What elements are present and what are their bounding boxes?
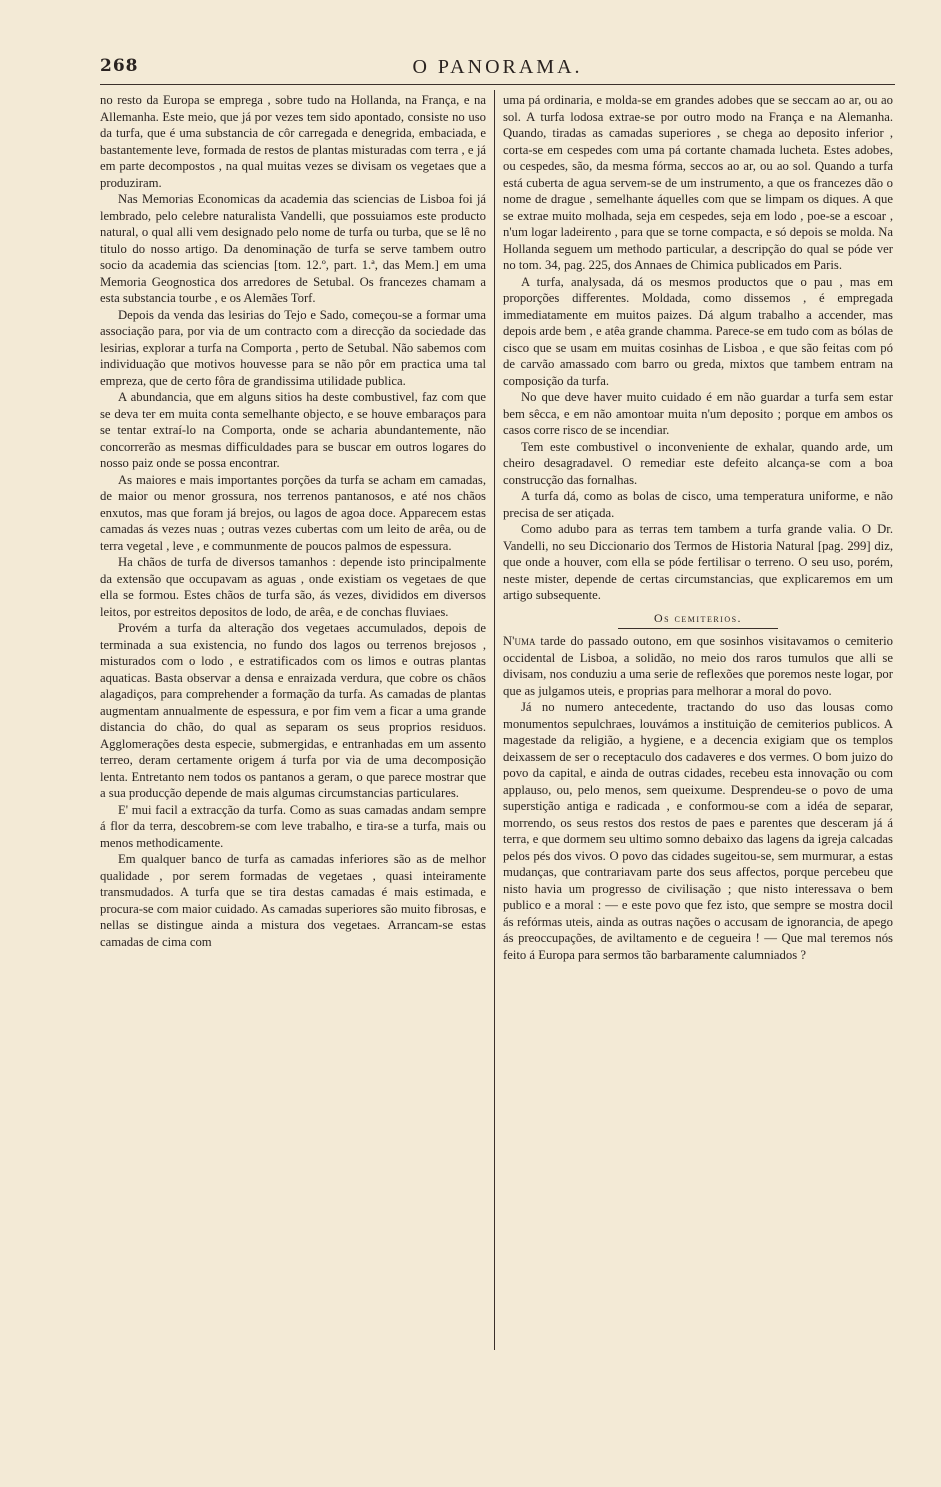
section-rule bbox=[618, 628, 778, 629]
right-column bbox=[503, 92, 893, 963]
paragraph: Provém a turfa da alteração dos vegetaes accumulados, depois de terminada a sua existencia, no fundo dos lagos ou terrenos brejosos , misturados com o lodo , e estratificados com os limos e outras plantas aquaticas. Basta observar a densa e enraizada verdura, que cobre os chãos alagadiços, para comprehender a formação da turfa. As camadas de plantas augmentam annualmente de espessura, e por fim vem a ficar a uma grande distancia do chão, do qual as separam os seus proprios residuos. Agglomerações desta especie, submergidas, e entranhadas em um assento terreo, deram certamente origem á turfa por via de uma decomposição lenta. Entretanto nem todos os pantanos a geram, o que parece mostrar que a sua producção depende de mais algumas circumstancias particulares. bbox=[100, 621, 486, 800]
paragraph: Depois da venda das lesirias do Tejo e Sado, começou-se a formar uma associação para, por via de um contracto com a direcção da sociedade das lesirias, explorar a turfa na Comporta , perto de Setubal. Não sabemos com individuação que motivos houvesse para se não pôr em practica uma tal empreza, que de certo fôra de grandissima utilidade publica. bbox=[100, 307, 486, 388]
paragraph: Tem este combustivel o inconveniente de exhalar, quando arde, um cheiro desagradavel. O remediar este defeito alcança-se com a boa construcção das fornalhas. bbox=[503, 439, 893, 487]
paragraph: No que deve haver muito cuidado é em não guardar a turfa sem estar bem sêcca, e em não amontoar muita n'um deposito ; porque em ambos os casos corre risco de se incendiar. bbox=[503, 390, 893, 437]
paragraph: Já no numero antecedente, tractando do uso das lousas como monumentos sepulchraes, louvámos a instituição de cemiterios publicos. A magestade da religião, a hygiene, e a decencia exigiam que os templos deixassem de ser o receptaculo dos cadaveres e dos vermes. O bom juizo do povo da capital, e ainda de outras cidades, recebeu esta innovação ou com applauso, ou, pelo menos, sem queixume. Desprendeu-se o povo de uma superstição antiga e radicada , e conformou-se com a idéa de separar, morrendo, os seus restos dos restos de paes e parentes que desceram já á terra, e que dormem seu ultimo somno debaixo das lagens da igreja calcadas pelos pés dos vivos. O povo das cidades sugeitou-se, sem murmurar, a estas mudanças, que contrariavam parte dos seus affectos, porque percebeu que nisto havia um progresso de civilisação ; que nisto interessava o bem publico e a moral : — e este povo que fez isto, que sempre se mostra docil ás refórmas uteis, ainda as outras nações o accusam de ignorancia, de apego ás preoccupações, de aviltamento e de cegueira ! — Que mal teremos nós feito á Europa para sermos tão barbaramente calumniados ? bbox=[503, 700, 893, 962]
lead-word: N'uma bbox=[503, 634, 536, 648]
paragraph: E' mui facil a extracção da turfa. Como as suas camadas andam sempre á flor da terra, descobrem-se com leve trabalho, e tira-se a turfa, mais ou menos methodicamente. bbox=[100, 802, 486, 850]
paragraph: Nas Memorias Economicas da academia das sciencias de Lisboa foi já lembrado, pelo celebre naturalista Vandelli, que possuiamos este producto natural, o qual alli vem designado pelo nome de turfa ou turba, que se lê no titulo do nosso artigo. Da denominação de turfa se serve tambem outro socio da academia das sciencias [tom. 12.º, part. 1.ª, das Mem.] em uma Memoria Geognostica dos arredores de Setubal. Os francezes chamam a esta substancia tourbe , e os Alemães Torf. bbox=[100, 192, 486, 305]
section-first-paragraph bbox=[503, 633, 893, 699]
paragraph: Em qualquer banco de turfa as camadas inferiores são as de melhor qualidade , por serem formadas de vegetaes , quasi inteiramente transmudados. A turfa que se tira destas camadas é mais estimada, e procura-se com maior cuidado. As camadas superiores são muito fibrosas, e nellas se distingue ainda a mistura dos vegetaes. Arrancam-se estas camadas de cima com bbox=[100, 852, 486, 949]
journal-title: O PANORAMA. bbox=[412, 56, 583, 78]
paragraph: no resto da Europa se emprega , sobre tudo na Hollanda, na França, e na Allemanha. Este meio, que já por vezes tem sido apontado, consiste no uso da turfa, que é uma substancia de côr carregada e denegrida, embaciada, e bastantemente leve, formada de restos de plantas misturadas com terra , e já em parte decompostos , na qual muitas vezes se divisam os vegetaes que a produziram. bbox=[100, 93, 486, 190]
section-first-paragraph-text: tarde do passado outono, em que sosinhos visitavamos o cemiterio occidental de Lisboa, a solidão, no meio dos raros tumulos que alli se divisam, nos conduziu a uma serie de reflexões que poremos neste logar, por que as julgamos uteis, e proprias para melhorar a moral do povo. bbox=[503, 634, 893, 698]
paragraph: As maiores e mais importantes porções da turfa se acham em camadas, de maior ou menor grossura, nos terrenos pantanosos, e até nos chãos enxutos, mas que foram já brejos, ou lagos de agoa doce. Apparecem estas camadas ás vezes nuas ; outras vezes cubertas com um leito de arêa, ou de terra vegetal , leve , e communmente de poucos palmos de espessura. bbox=[100, 472, 486, 553]
paragraph: A abundancia, que em alguns sitios ha deste combustivel, faz com que se deva ter em muita conta semelhante objecto, e se houve embaraços para se tentar extraí-lo na Comporta, onde se acharia abundantemente, não concorrerão as mesmas difficuldades para se buscar em outros logares do nosso paiz onde se possa encontrar. bbox=[100, 390, 486, 470]
header-rule bbox=[100, 84, 895, 85]
section-title: Os cemiterios. bbox=[653, 610, 743, 625]
left-column bbox=[100, 92, 486, 950]
page-header bbox=[100, 56, 895, 82]
paragraph: Como adubo para as terras tem tambem a turfa grande valia. O Dr. Vandelli, no seu Diccionario dos Termos de Historia Natural [pag. 299] diz, que onde a houver, com ella se póde fertilisar o terreno. O seu uso, porém, neste mister, depende de certas circumstancias, que explicaremos em um artigo subsequente. bbox=[503, 522, 893, 602]
column-divider bbox=[494, 90, 495, 1350]
paragraph: Ha chãos de turfa de diversos tamanhos : depende isto principalmente da extensão que occupavam as aguas , onde existiam os vegetaes de que ella se formou. Estes chãos de turfa são, ás vezes, divididos em diversos leitos, por estreitos depositos de lodo, de arêa, e de conchas fluviaes. bbox=[100, 555, 486, 619]
paragraph: A turfa, analysada, dá os mesmos productos que o pau , mas em proporções differentes. Moldada, como dissemos , é empregada immediatamente em muitos paizes. Dá algum trabalho a accender, mas depois arde bem , e atêa grande chamma. Parece-se em tudo com as bólas de cisco que se usam em muitas cosinhas de Lisboa , e que são feitas com pó de carvão amassado com barro ou greda, mixtos que tambem entram na composição da turfa. bbox=[503, 274, 893, 388]
paragraph: uma pá ordinaria, e molda-se em grandes adobes que se seccam ao ar, ou ao sol. A turfa lodosa extrae-se por outro modo na França e na Alemanha. Quando, tiradas as camadas superiores , se chega ao deposito inferior , corta-se em cespedes com uma pá cortante chamada lucheta. Estes adobes, ou cespedes, são, da mesma fórma, seccos ao ar, ou ao sol. Quando a turfa está cuberta de agua servem-se de um instrumento, a que os francezes dão o nome de drague , semelhante áquelles com que se limpam os diques. A que se extrae muito molhada, seja em cespedes, seja em lodo , poe-se a escoar , n'um logar ladeirento , para que se torne compacta, e só depois se molda. Na Hollanda seguem um methodo particular, a descripção do qual se póde ver no tom. 34, pag. 225, dos Annaes de Chimica publicados em Paris. bbox=[503, 93, 893, 272]
page-number: 268 bbox=[100, 56, 139, 76]
paragraph: A turfa dá, como as bolas de cisco, uma temperatura uniforme, e não precisa de ser atiçada. bbox=[503, 489, 893, 520]
